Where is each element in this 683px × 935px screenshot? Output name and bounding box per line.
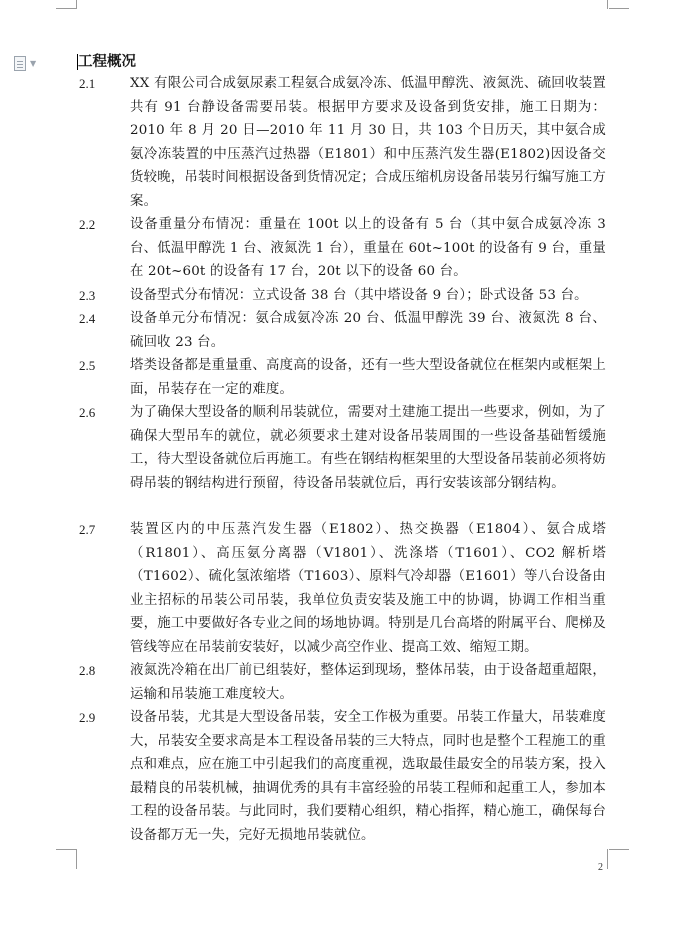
item-number: 2.2 [79,217,96,232]
crop-mark-top-right [607,0,608,9]
crop-mark-top-left [76,0,77,9]
item-text: 设备型式分布情况：立式设备 38 台（其中塔设备 9 台）；卧式设备 53 台。 [130,288,588,303]
crop-mark-bottom-right [609,849,629,850]
item-number: 2.3 [79,288,96,303]
crop-mark-bottom-right [607,849,608,869]
item-text: XX 有限公司合成氨尿素工程氨合成氨冷冻、低温甲醇洗、液氮洗、硫回收装置共有 91 台静设备需要吊装。根据甲方要求及设备到货安排，施工日期为：2010 年 8 月 20 日—2010 年 11 月 30 日，共 103 个日历天，其中氨合成氨冷冻装置的中压蒸汽过热器（E1801）和中压蒸汽发生器(E1802)因设备交货较晚，吊装时间根据设备到货情况定；合成压缩机房设备吊装另行编写施工方案。 [130,76,606,209]
item-number: 2.8 [79,663,96,678]
item-number: 2.4 [79,311,96,326]
item-text: 装置区内的中压蒸汽发生器（E1802）、热交换器（E1804）、氨合成塔（R1801）、高压氨分离器（V1801）、洗涤塔（T1601）、CO2 解析塔（T1602）、硫化氢浓缩塔（T1603）、原料气冷却器（E1601）等八台设备由业主招标的吊装公司吊装，我单位负责安装及施工中的协调，协调工作相当重要，施工中要做好各专业之间的场地协调。特别是几台高塔的附属平台、爬梯及管线等应在吊装前安装好，以减少高空作业、提高工效、缩短工期。 [130,522,606,655]
page-icon [14,56,26,71]
item-number: 2.9 [79,710,96,725]
item-number: 2.1 [79,76,96,91]
crop-mark-bottom-left [56,849,76,850]
item-text: 为了确保大型设备的顺利吊装就位，需要对土建施工提出一些要求，例如，为了确保大型吊车的就位，就必须要求土建对设备吊装周围的一些设备基础暂缓施工，待大型设备就位后再施工。有些在钢结构框架里的大型设备吊装前必须将妨碍吊装的钢结构进行预留，待设备吊装就位后，再行安装该部分钢结构。 [130,405,606,491]
item-number: 2.7 [79,522,96,537]
crop-mark-bottom-left [76,849,77,869]
section-heading: 工程概况 [78,53,136,70]
item-text: 设备吊装，尤其是大型设备吊装，安全工作极为重要。吊装工作量大，吊装难度大，吊装安全要求高是本工程设备吊装的三大特点，同时也是整个工程施工的重点和难点，应在施工中引起我们的高度重视，选取最佳最安全的吊装方案，投入最精良的吊装机械，抽调优秀的具有丰富经验的吊装工程师和起重工人，参加本工程的设备吊装。与此同时，我们要精心组织，精心指挥，精心施工，确保每台设备都万无一失，完好无损地吊装就位。 [130,710,606,843]
item-text: 设备单元分布情况：氨合成氨冷冻 20 台、低温甲醇洗 39 台、液氮洗 8 台、硫回收 23 台。 [130,311,606,350]
item-number: 2.5 [79,358,96,373]
crop-mark-top-right [609,8,629,9]
document-options-icon[interactable] [14,55,44,71]
crop-mark-top-left [56,8,76,9]
page-number: 2 [598,862,603,873]
item-number: 2.6 [79,405,96,420]
item-text: 塔类设备都是重量重、高度高的设备，还有一些大型设备就位在框架内或框架上面，吊装存在一定的难度。 [130,358,606,397]
chevron-down-icon: ▼ [30,58,37,68]
item-text: 设备重量分布情况：重量在 100t 以上的设备有 5 台（其中氨合成氨冷冻 3 台、低温甲醇洗 1 台、液氮洗 1 台），重量在 60t~100t 的设备有 9 台，重量在 20t~60t 的设备有 17 台，20t 以下的设备 60 台。 [130,217,606,279]
item-text: 液氮洗冷箱在出厂前已组装好，整体运到现场，整体吊装，由于设备超重超限，运输和吊装施工难度较大。 [130,663,606,702]
